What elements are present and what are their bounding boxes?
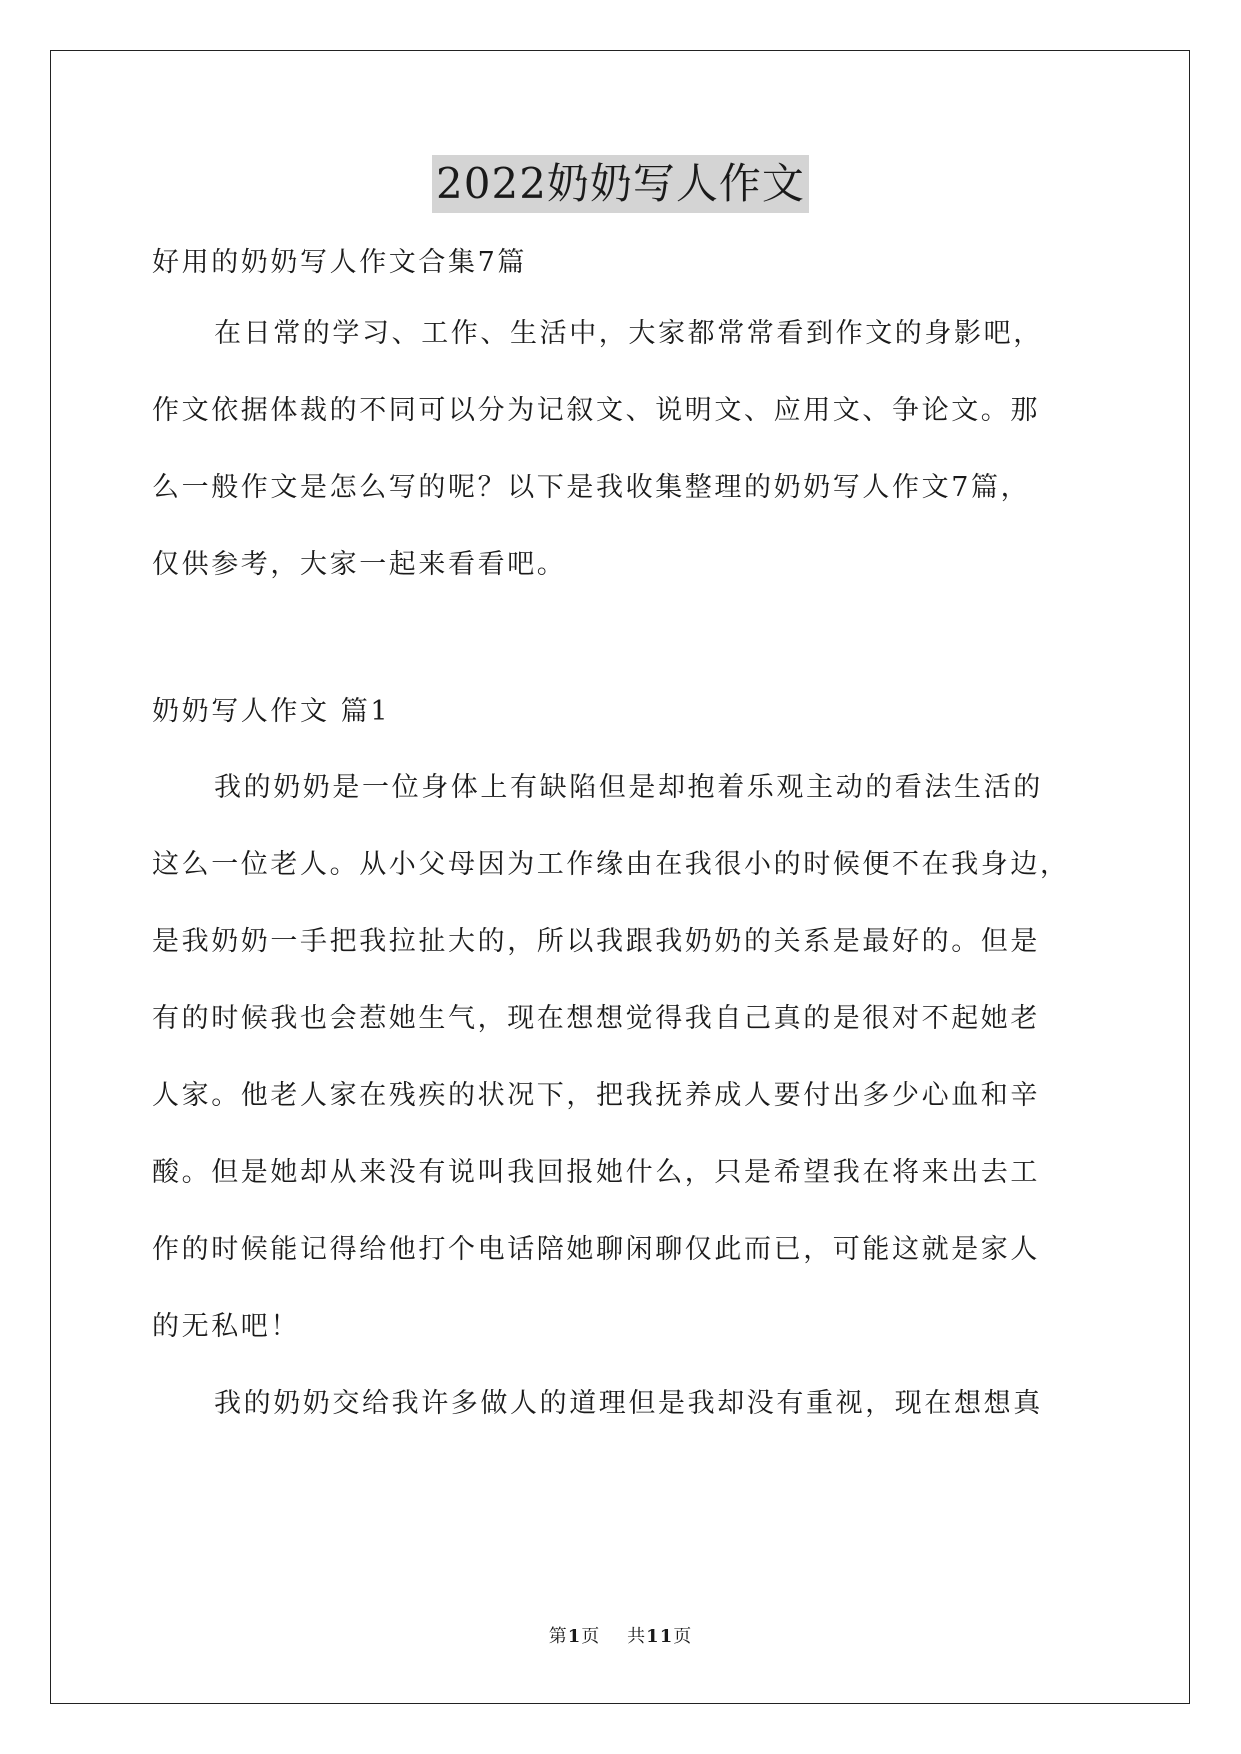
intro-line: 在日常的学习、工作、生活中，大家都常常看到作文的身影吧， <box>214 318 1043 349</box>
paragraph-line: 有的时候我也会惹她生气，现在想想觉得我自己真的是很对不起她老 <box>152 1003 1040 1034</box>
paragraph-line: 是我奶奶一手把我拉扯大的，所以我跟我奶奶的关系是最好的。但是 <box>152 926 1040 957</box>
paragraph-line: 的无私吧！ <box>152 1311 300 1342</box>
footer-page-current: 1 <box>567 1626 582 1647</box>
section-heading: 奶奶写人作文 篇1 <box>152 696 391 727</box>
intro-line: 仅供参考，大家一起来看看吧。 <box>152 549 567 580</box>
paragraph-line: 酸。但是她却从来没有说叫我回报她什么，只是希望我在将来出去工 <box>152 1157 1040 1188</box>
intro-line: 作文依据体裁的不同可以分为记叙文、说明文、应用文、争论文。那 <box>152 395 1040 426</box>
paragraph-line: 人家。他老人家在残疾的状况下，把我抚养成人要付出多少心血和辛 <box>152 1080 1040 1111</box>
paragraph-line: 这么一位老人。从小父母因为工作缘由在我很小的时候便不在我身边， <box>152 849 1070 880</box>
document-subtitle: 好用的奶奶写人作文合集7篇 <box>152 247 527 278</box>
intro-line: 么一般作文是怎么写的呢？以下是我收集整理的奶奶写人作文7篇， <box>152 472 1031 503</box>
document-title <box>0 155 1241 213</box>
footer-page-suffix: 页 <box>673 1626 693 1647</box>
paragraph-line: 作的时候能记得给他打个电话陪她聊闲聊仅此而已，可能这就是家人 <box>152 1234 1040 1265</box>
footer-page-mid: 页 共 <box>581 1626 647 1647</box>
paragraph-line: 我的奶奶交给我许多做人的道理但是我却没有重视，现在想想真 <box>214 1388 1043 1419</box>
footer-page-total: 11 <box>646 1626 674 1647</box>
paragraph-line: 我的奶奶是一位身体上有缺陷但是却抱着乐观主动的看法生活的 <box>214 772 1043 803</box>
page-footer <box>0 1625 1241 1649</box>
document-title-text: 2022奶奶写人作文 <box>432 155 809 213</box>
footer-page-prefix: 第 <box>548 1626 568 1647</box>
